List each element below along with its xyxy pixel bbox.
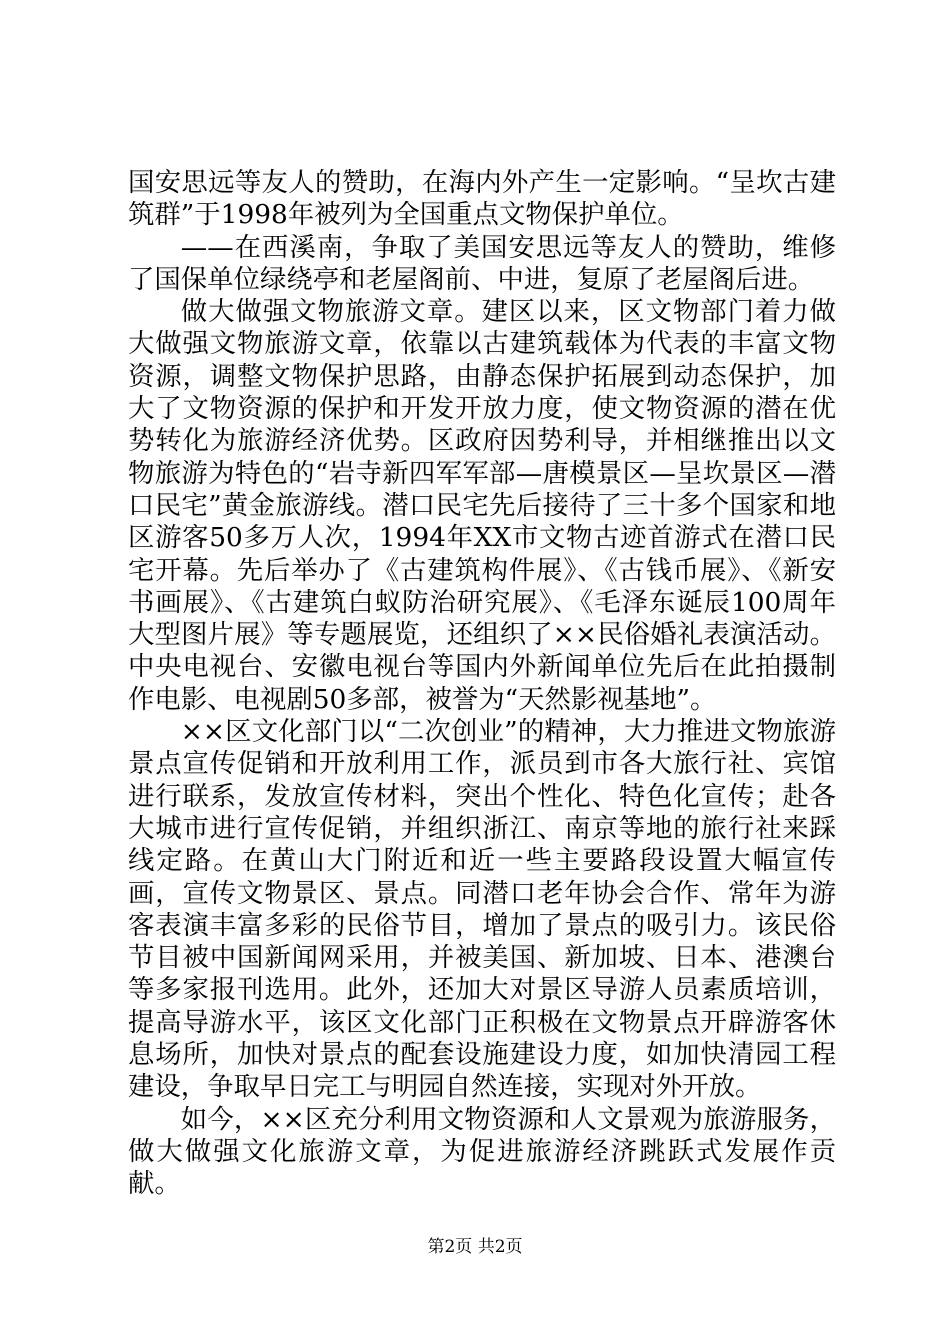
page-footer: [0, 1237, 950, 1257]
paragraph-5: 如今，××区充分利用文物资源和人文景观为旅游服务，做大做强文化旅游文章，为促进旅游经济跳跃式发展作贡献。: [128, 1103, 836, 1200]
paragraph-3: 做大做强文物旅游文章。建区以来，区文物部门着力做大做强文物旅游文章，依靠以古建筑载体为代表的丰富文物资源，调整文物保护思路，由静态保护拓展到动态保护，加大了文物资源的保护和开发开放力度，使文物资源的潜在优势转化为旅游经济优势。区政府因势利导，并相继推出以文物旅游为特色的“岩寺新四军军部—唐模景区—呈坎景区—潜口民宅”黄金旅游线。潜口民宅先后接待了三十多个国家和地区游客50多万人次，1994年XX市文物古迹首游式在潜口民宅开幕。先后举办了《古建筑构件展》、《古钱币展》、《新安书画展》、《古建筑白蚁防治研究展》、《毛泽东诞辰100周年大型图片展》等专题展览，还组织了××民俗婚礼表演活动。中央电视台、安徽电视台等国内外新闻单位先后在此拍摄制作电影、电视剧50多部，被誉为“天然影视基地”。: [128, 296, 836, 715]
document-body: [128, 167, 836, 1201]
paragraph-1: 国安思远等友人的赞助，在海内外产生一定影响。“呈坎古建筑群”于1998年被列为全国重点文物保护单位。: [128, 167, 836, 231]
page-number-label: 第2页 共2页: [427, 1237, 523, 1257]
paragraph-4: ××区文化部门以“二次创业”的精神，大力推进文物旅游景点宣传促销和开放利用工作，派员到市各大旅行社、宾馆进行联系，发放宣传材料，突出个性化、特色化宣传；赴各大城市进行宣传促销，并组织浙江、南京等地的旅行社来踩线定路。在黄山大门附近和近一些主要路段设置大幅宣传画，宣传文物景区、景点。同潜口老年协会合作、常年为游客表演丰富多彩的民俗节目，增加了景点的吸引力。该民俗节目被中国新闻网采用，并被美国、新加坡、日本、港澳台等多家报刊选用。此外，还加大对景区导游人员素质培训，提高导游水平，该区文化部门正积极在文物景点开辟游客休息场所，加快对景点的配套设施建设力度，如加快清园工程建设，争取早日完工与明园自然连接，实现对外开放。: [128, 716, 836, 1103]
paragraph-2: ——在西溪南，争取了美国安思远等友人的赞助，维修了国保单位绿绕亭和老屋阁前、中进，复原了老屋阁后进。: [128, 231, 836, 295]
